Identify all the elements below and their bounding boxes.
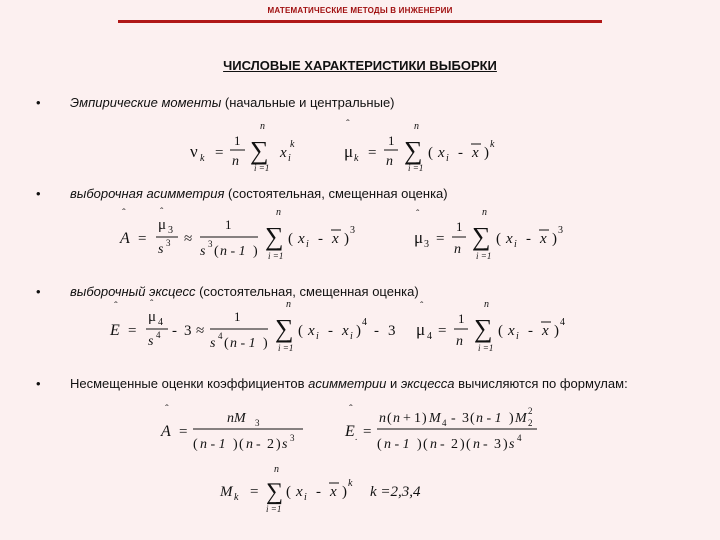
svg-text:): ) [552, 231, 557, 247]
svg-text:2: 2 [528, 418, 533, 428]
svg-text:ˆ: ˆ [416, 209, 420, 220]
svg-text:-: - [483, 437, 488, 452]
svg-text:): ) [422, 411, 427, 426]
svg-text:-: - [374, 323, 379, 339]
svg-text:1: 1 [388, 133, 395, 148]
svg-text:E: E [345, 423, 355, 440]
svg-text:n: n [286, 299, 291, 310]
svg-text:A: A [161, 423, 171, 440]
svg-text:∑: ∑ [472, 222, 491, 251]
svg-text:): ) [509, 411, 514, 426]
svg-text:E: E [110, 322, 120, 339]
svg-text:4: 4 [362, 317, 367, 328]
svg-text:n: n [232, 154, 239, 169]
svg-text:4: 4 [427, 331, 432, 342]
svg-text:=: = [438, 323, 447, 339]
svg-text:i =1: i =1 [268, 251, 284, 261]
svg-text:i =1: i =1 [278, 343, 294, 353]
svg-text:2: 2 [451, 437, 458, 452]
svg-text:n - 1: n - 1 [220, 244, 246, 259]
svg-text:n - 1: n - 1 [230, 336, 256, 351]
svg-text:i =1: i =1 [476, 251, 492, 261]
svg-text:∑: ∑ [266, 479, 284, 505]
svg-text:n - 1: n - 1 [476, 411, 502, 426]
svg-text:-: - [526, 231, 531, 247]
svg-text:n: n [379, 411, 386, 426]
bullet-marker: • [36, 95, 41, 110]
header-title: МАТЕМАТИЧЕСКИЕ МЕТОДЫ В ИНЖЕНЕРИИ [267, 6, 453, 15]
svg-text:x: x [330, 484, 337, 500]
svg-text:-: - [528, 323, 533, 339]
svg-text:n: n [454, 242, 461, 257]
svg-text:∑: ∑ [275, 314, 294, 343]
svg-text:x: x [308, 323, 315, 339]
svg-text:μ: μ [414, 228, 424, 247]
svg-text:i =1: i =1 [266, 504, 282, 514]
svg-text:≈: ≈ [184, 231, 193, 247]
svg-text:3: 3 [290, 433, 295, 443]
svg-text:=: = [363, 424, 372, 440]
svg-text:-: - [328, 323, 333, 339]
svg-text:≈: ≈ [196, 323, 205, 339]
svg-text:i: i [304, 492, 307, 503]
svg-text:4: 4 [560, 317, 565, 328]
svg-text:3: 3 [208, 239, 213, 249]
svg-text:=: = [250, 484, 259, 500]
svg-text:-: - [458, 145, 463, 161]
svg-text:n: n [386, 154, 393, 169]
svg-text:i: i [516, 331, 519, 342]
svg-text:1: 1 [414, 411, 421, 426]
svg-text:): ) [554, 323, 559, 339]
svg-text:(: ( [387, 411, 392, 426]
header-rule [118, 20, 602, 23]
svg-text:i =1: i =1 [478, 343, 494, 353]
svg-text:3: 3 [558, 225, 563, 236]
svg-text:s: s [200, 244, 206, 259]
svg-text:x: x [438, 145, 445, 161]
svg-text:(: ( [470, 411, 475, 426]
svg-text:x: x [280, 145, 287, 161]
svg-text:(: ( [239, 437, 244, 452]
svg-text:-: - [172, 323, 177, 339]
svg-text:i: i [350, 331, 353, 342]
svg-text:=: = [436, 231, 445, 247]
symbol-mu: μ [344, 142, 354, 161]
svg-text:ˆ: ˆ [160, 207, 164, 218]
svg-text:n: n [414, 121, 419, 132]
svg-text:n: n [473, 437, 480, 452]
svg-text:x: x [540, 231, 547, 247]
svg-text:4: 4 [156, 330, 161, 340]
svg-text:k: k [348, 478, 353, 489]
svg-text:): ) [342, 484, 347, 500]
svg-text:1: 1 [234, 133, 241, 148]
svg-text:x: x [296, 484, 303, 500]
svg-text:(: ( [423, 437, 428, 452]
formula-kurtosis [100, 295, 570, 361]
svg-text:s: s [282, 437, 288, 452]
svg-text:(: ( [428, 145, 433, 161]
svg-text:n: n [274, 464, 279, 475]
svg-text:2: 2 [267, 437, 274, 452]
svg-text:∑: ∑ [265, 222, 284, 251]
svg-text:x: x [472, 145, 479, 161]
svg-text:3: 3 [166, 238, 171, 248]
svg-text:3: 3 [388, 323, 396, 339]
formula-skewness [110, 203, 570, 267]
svg-text:x: x [508, 323, 515, 339]
svg-text:): ) [263, 336, 268, 351]
svg-text:k: k [234, 492, 239, 503]
svg-text:n - 1: n - 1 [384, 437, 410, 452]
svg-text:x: x [332, 231, 339, 247]
svg-text:2: 2 [528, 406, 533, 416]
svg-text:3: 3 [462, 411, 469, 426]
svg-text:3: 3 [494, 437, 501, 452]
svg-text:ˆ: ˆ [165, 403, 169, 415]
svg-text:(: ( [466, 437, 471, 452]
svg-text:k: k [490, 139, 495, 150]
svg-text:): ) [417, 437, 422, 452]
svg-text:3: 3 [168, 225, 173, 236]
svg-text:s: s [148, 334, 154, 349]
svg-text:ˆ: ˆ [150, 299, 154, 310]
svg-text:i =1: i =1 [254, 163, 270, 173]
svg-text:k: k [290, 139, 295, 150]
svg-text:=: = [368, 145, 377, 161]
svg-text:k: k [200, 153, 205, 164]
svg-text:ˆ: ˆ [346, 118, 350, 130]
svg-text:x: x [298, 231, 305, 247]
svg-text:): ) [503, 437, 508, 452]
svg-text:=: = [138, 231, 147, 247]
svg-text:i: i [288, 153, 291, 164]
svg-text:M: M [515, 411, 527, 426]
svg-text:n: n [260, 121, 265, 132]
svg-text:=: = [128, 323, 137, 339]
svg-text:k: k [354, 153, 359, 164]
svg-text:): ) [484, 145, 489, 161]
svg-text:i: i [316, 331, 319, 342]
svg-text:3: 3 [184, 323, 192, 339]
page-title: ЧИСЛОВЫЕ ХАРАКТЕРИСТИКИ ВЫБОРКИ [223, 58, 497, 73]
svg-text:n: n [393, 411, 400, 426]
svg-text:μ: μ [158, 217, 167, 233]
svg-text:n: n [456, 334, 463, 349]
svg-text:nM: nM [227, 411, 246, 426]
bullet-text: (начальные и центральные) [221, 95, 395, 110]
svg-text:(: ( [224, 336, 229, 351]
svg-text:∑: ∑ [404, 136, 423, 165]
svg-text:∑: ∑ [474, 314, 493, 343]
svg-text:1: 1 [234, 309, 241, 324]
svg-text:1: 1 [456, 219, 463, 234]
svg-text:-: - [440, 437, 445, 452]
svg-text:-: - [451, 411, 456, 426]
sum-sign: ∑ [250, 136, 269, 165]
svg-text:): ) [253, 244, 258, 259]
svg-text:.: . [355, 432, 358, 442]
svg-text:(: ( [498, 323, 503, 339]
svg-text:n: n [484, 299, 489, 310]
svg-text:(: ( [193, 437, 198, 452]
formula-unbiased [155, 396, 555, 456]
svg-text:): ) [460, 437, 465, 452]
svg-text:3: 3 [255, 418, 260, 428]
svg-text:-: - [318, 231, 323, 247]
svg-text:ˆ: ˆ [114, 300, 118, 312]
svg-text:n: n [276, 207, 281, 218]
svg-text:μ: μ [416, 320, 426, 339]
svg-text:i: i [514, 239, 517, 250]
svg-text:M: M [429, 411, 441, 426]
svg-text:=: = [179, 424, 188, 440]
svg-text:-: - [316, 484, 321, 500]
svg-text:ˆ: ˆ [420, 301, 424, 312]
svg-text:(: ( [298, 323, 303, 339]
svg-text:n - 1: n - 1 [200, 437, 226, 452]
svg-text:4: 4 [442, 418, 447, 428]
svg-text:1: 1 [225, 217, 232, 232]
svg-text:x: x [506, 231, 513, 247]
svg-text:s: s [509, 437, 515, 452]
svg-text:(: ( [496, 231, 501, 247]
k-values: k =2,3,4 [370, 484, 421, 500]
symbol-nu: ν [190, 142, 198, 161]
svg-text:x: x [342, 323, 349, 339]
svg-text:-: - [256, 437, 261, 452]
svg-text:4: 4 [517, 433, 522, 443]
svg-text:n: n [246, 437, 253, 452]
svg-text:x: x [542, 323, 549, 339]
svg-text:s: s [210, 336, 216, 351]
svg-text:3: 3 [350, 225, 355, 236]
svg-text:M: M [220, 484, 233, 500]
svg-text:3: 3 [424, 239, 429, 250]
svg-text:+: + [403, 411, 411, 426]
svg-text:μ: μ [148, 309, 157, 325]
svg-text:(: ( [286, 484, 291, 500]
svg-text:(: ( [214, 244, 219, 259]
svg-text:4: 4 [158, 317, 163, 328]
svg-text:): ) [276, 437, 281, 452]
svg-text:A: A [120, 230, 130, 247]
svg-text:=: = [215, 145, 224, 161]
svg-text:): ) [344, 231, 349, 247]
svg-text:i: i [306, 239, 309, 250]
svg-text:ˆ: ˆ [349, 403, 353, 415]
bullet-italic-text: Эмпирические моменты [70, 95, 222, 110]
formula-raw-moment [170, 115, 560, 175]
svg-text:(: ( [377, 437, 382, 452]
svg-text:i =1: i =1 [408, 163, 424, 173]
svg-text:i: i [446, 153, 449, 164]
svg-text:s: s [158, 242, 164, 257]
svg-text:n: n [430, 437, 437, 452]
svg-text:4: 4 [218, 331, 223, 341]
svg-text:(: ( [288, 231, 293, 247]
formula-central-moment [210, 462, 490, 518]
svg-text:): ) [356, 323, 361, 339]
svg-text:n: n [482, 207, 487, 218]
svg-text:): ) [233, 437, 238, 452]
svg-text:ˆ: ˆ [122, 207, 126, 219]
svg-text:1: 1 [458, 311, 465, 326]
